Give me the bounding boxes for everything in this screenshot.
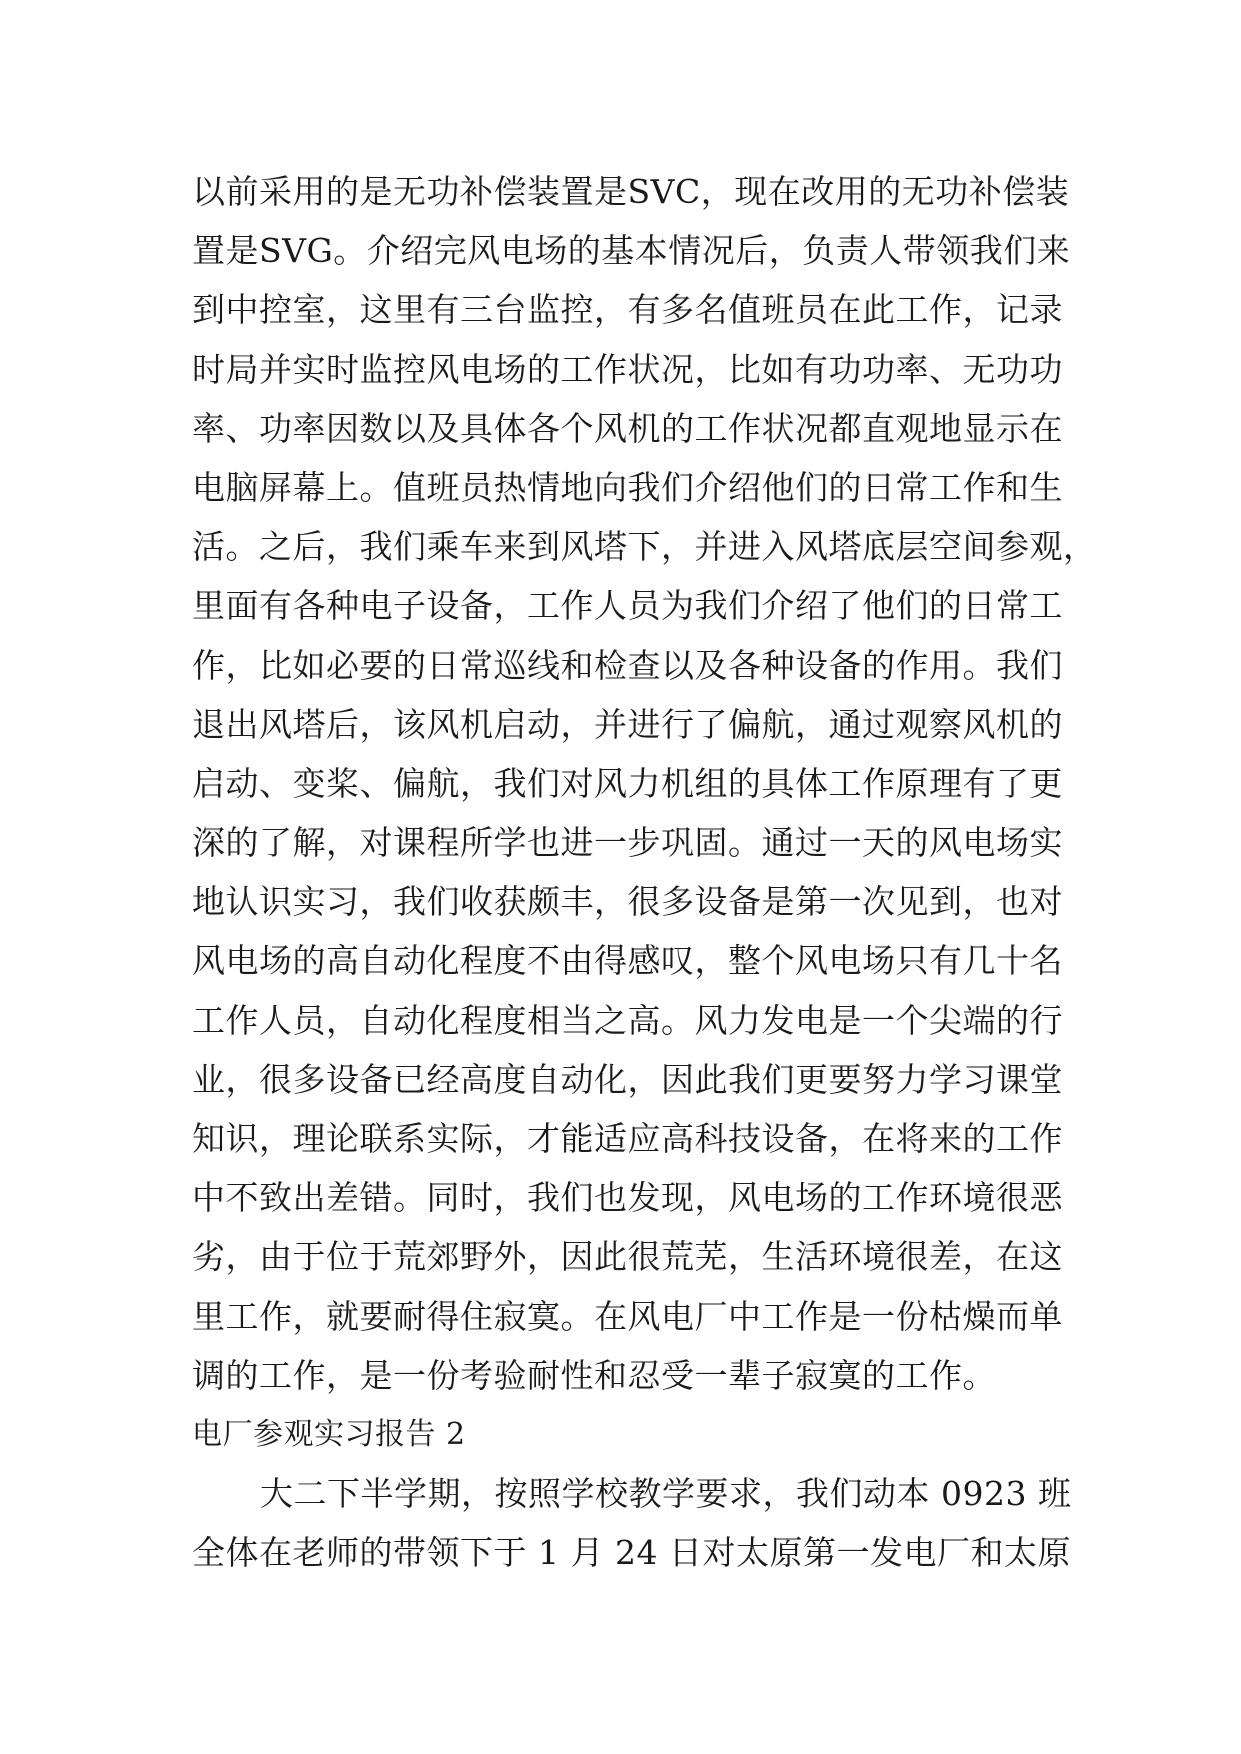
paragraph-line: 深的了解，对课程所学也进一步巩固。通过一天的风电场实 [192,823,1063,863]
paragraph-line: 工作人员，自动化程度相当之高。风力发电是一个尖端的行 [192,1000,1063,1040]
paragraph-line: 劣，由于位于荒郊野外，因此很荒芜，生活环境很差，在这 [192,1237,1063,1277]
paragraph-line: 全体在老师的带领下于 1 月 24 日对太原第一发电厂和太原 [192,1533,1071,1573]
document-body [192,162,1097,1583]
paragraph-line: 退出风塔后，该风机启动，并进行了偏航，通过观察风机的 [192,704,1063,744]
paragraph-line: 里工作，就要耐得住寂寞。在风电厂中工作是一份枯燥而单 [192,1296,1063,1336]
paragraph-line: 知识，理论联系实际，才能适应高科技设备，在将来的工作 [192,1119,1063,1158]
paragraph-line: 地认识实习，我们收获颇丰，很多设备是第一次见到，也对 [192,882,1063,922]
paragraph-line: 以前采用的是无功补偿装置是SVC，现在改用的无功补偿装 [192,172,1070,211]
paragraph-line: 业，很多设备已经高度自动化，因此我们更要努力学习课堂 [192,1059,1063,1099]
paragraph-line: 置是SVG。介绍完风电场的基本情况后，负责人带领我们来 [192,231,1071,271]
paragraph-line: 活。之后，我们乘车来到风塔下，并进入风塔底层空间参观， [192,527,1097,567]
paragraph-line: 中不致出差错。同时，我们也发现，风电场的工作环境很恶 [192,1178,1063,1218]
paragraph-1 [192,162,1097,1405]
paragraph-2 [192,1464,1072,1582]
paragraph-line: 调的工作，是一份考验耐性和忍受一辈子寂寞的工作。 [192,1355,996,1395]
paragraph-line: 时局并实时监控风电场的工作状况，比如有功功率、无功功 [192,349,1063,389]
paragraph-line: 率、功率因数以及具体各个风机的工作状况都直观地显示在 [192,408,1063,448]
paragraph-line: 作，比如必要的日常巡线和检查以及各种设备的作用。我们 [192,645,1063,685]
section-heading: 电厂参观实习报告 2 [192,1416,466,1452]
paragraph-line: 到中控室，这里有三台监控，有多名值班员在此工作，记录 [192,290,1063,330]
paragraph-line: 启动、变桨、偏航，我们对风力机组的具体工作原理有了更 [192,763,1063,803]
paragraph-line: 里面有各种电子设备，工作人员为我们介绍了他们的日常工 [192,586,1063,626]
paragraph-line: 电脑屏幕上。值班员热情地向我们介绍他们的日常工作和生 [192,467,1063,507]
paragraph-line: 大二下半学期，按照学校教学要求，我们动本 0923 班 [260,1474,1072,1514]
paragraph-line: 风电场的高自动化程度不由得感叹，整个风电场只有几十名 [192,941,1063,981]
